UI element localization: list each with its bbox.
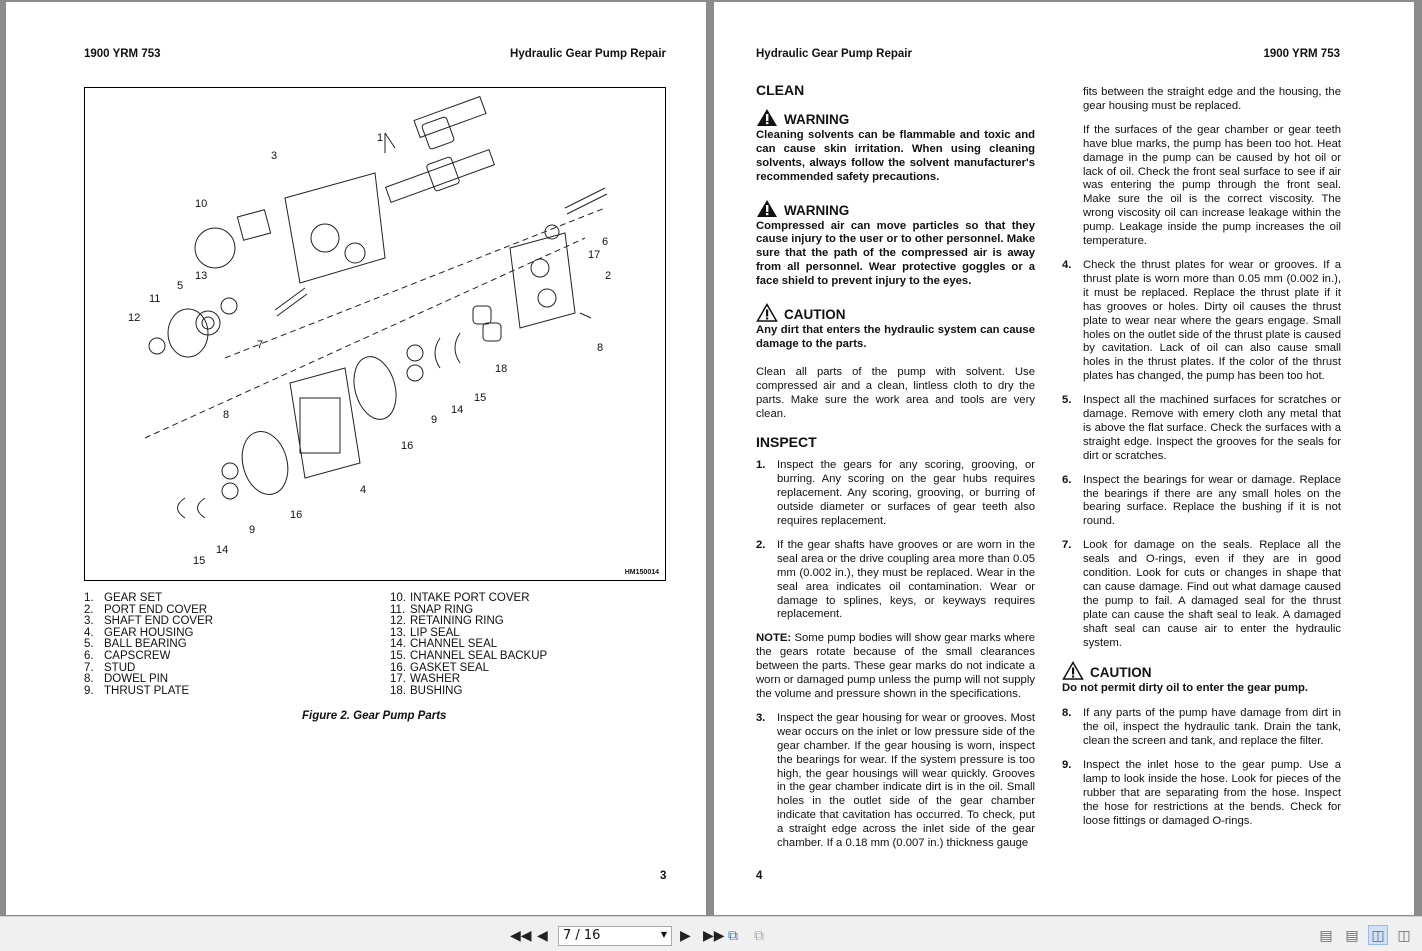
- callout-11: 11: [149, 293, 161, 305]
- callout-13: 13: [195, 270, 208, 282]
- gear-set-drawing: [386, 97, 495, 203]
- part-item: 17. WASHER: [390, 673, 461, 686]
- part-item: 3. SHAFT END COVER: [84, 615, 214, 628]
- chevron-down-icon[interactable]: ▼: [660, 930, 667, 939]
- section-title: Hydraulic Gear Pump Repair: [510, 48, 666, 60]
- figure-caption: Figure 2. Gear Pump Parts: [302, 710, 447, 722]
- part-item: 12. RETAINING RING: [390, 615, 504, 628]
- callout-3: 3: [271, 150, 278, 162]
- callout-4: 4: [360, 484, 367, 496]
- caution-heading: CAUTION: [756, 303, 1035, 322]
- caution-heading: CAUTION: [1062, 661, 1341, 680]
- callout-12: 12: [128, 312, 141, 324]
- page-number: 3: [660, 870, 667, 882]
- part-item: 18. BUSHING: [390, 684, 463, 697]
- warning-heading: WARNING: [756, 199, 1035, 218]
- callout-5: 5: [177, 280, 184, 292]
- clean-heading: CLEAN: [756, 82, 805, 98]
- right-column: [1062, 86, 1341, 839]
- inspect-step-9: 9. Inspect the inlet hose to the gear pump. Use a lamp to look inside the hose. Look for pieces of the rubber that are separating from the hose. Inspect the hose for restrictions at the bends. Check for loose fittings or damaged O-rings.: [1062, 759, 1341, 827]
- page-number-field[interactable]: 7 / 16 ▼: [558, 926, 672, 946]
- next-page-icon[interactable]: ▶: [680, 927, 691, 943]
- next-view-icon[interactable]: ⧉: [754, 927, 764, 943]
- inspect-step-8: 8. If any parts of the pump have damage from dirt in the oil, inspect the hydraulic tank. Drain the tank, clean the screen and tank, and replace the filter.: [1062, 707, 1341, 748]
- facing-icon[interactable]: ◫: [1368, 925, 1388, 945]
- inspect-step-4: 4. Check the thrust plates for wear or grooves. If a thrust plate is worn more than 0.05 mm (0.002 in.), it must be replaced. Replace the thrust plate if it has grooves or holes. Dirty oil causes the thrust plate to wear near where the gears engage. Small holes on the outlet side of the thrust plate is caused by cavitation. Lack of oil can also cause small holes in the thrust plates. If the color of the thrust plates has changed, the pump has been too hot.: [1062, 258, 1341, 383]
- note: NOTE: Some pump bodies will show gear marks where the gears rotate because of the small clearances between the parts. These gear marks do not indicate a worn or damaged pump unless the pump will not supply the volume and pressure shown in the specifications.: [756, 632, 1035, 700]
- part-item: 9. THRUST PLATE: [84, 684, 190, 697]
- part-item: 13. LIP SEAL: [390, 626, 460, 639]
- warning-triangle-icon: [756, 199, 778, 218]
- section-title: Hydraulic Gear Pump Repair: [756, 48, 912, 60]
- callout-16: 16: [401, 440, 414, 452]
- part-item: 10. INTAKE PORT COVER: [390, 592, 530, 604]
- part-item: 7. STUD: [84, 661, 136, 674]
- callout-8: 8: [597, 342, 604, 354]
- inspect-heading: INSPECT: [756, 433, 817, 450]
- inspect-step-6: 6. Inspect the bearings for wear or damage. Replace the bearings if there are any small holes on the bearing surface. Replace the bushing if it is not round.: [1062, 473, 1341, 528]
- part-item: 11. SNAP RING: [390, 603, 474, 616]
- callout-14: 14: [451, 404, 464, 416]
- caution-text: Any dirt that enters the hydraulic system can cause damage to the parts.: [756, 324, 1035, 350]
- parts-list-right: [390, 593, 547, 697]
- warning-triangle-icon: [756, 108, 778, 127]
- warning-text: Compressed air can move particles so that they cause injury to the user or to other personnel. Make sure that the path of the compressed air is away from all personnel. Wear protective goggles or a face shield to prevent injury to the eyes.: [756, 219, 1035, 288]
- page-4: [714, 2, 1414, 915]
- inspect-step-1: 1. Inspect the gears for any scoring, grooving, or burring. Any scoring on the gear hubs requires replacement. Any scoring, grooving, or burring of outside diameter or surfaces of gear teeth also requires replacement.: [756, 459, 1035, 528]
- part-item: 8. DOWEL PIN: [84, 673, 169, 686]
- caution-triangle-icon: [1062, 661, 1084, 680]
- callout-17: 17: [588, 249, 601, 261]
- inspect-step-2: 2. If the gear shafts have grooves or are worn in the seal area or the drive coupling area more than 0.05 mm (0.002 in.), they must be replaced. Wear in the seal area indicates oil contamination. Wear or damage to splines, keys, or keyways requires replacement.: [756, 538, 1035, 621]
- figure-id: HM150014: [624, 569, 659, 576]
- pdf-toolbar: [0, 916, 1422, 951]
- inspect-step-3-paragraph: If the surfaces of the gear chamber or gear teeth have blue marks, the pump has been too hot. Heat damage in the pump can be caused by hot oil or lack of oil. Check the front seal surface to see if air was entering the pump through the front seal. Make sure the oil is the correct viscosity. The wrong viscosity oil can increase leakage within the pump. Leakage inside the pump increases the oil temperature.: [1083, 123, 1341, 248]
- doc-number: 1900 YRM 753: [84, 48, 161, 60]
- callout-15: 15: [474, 392, 487, 404]
- part-item: 16. GASKET SEAL: [390, 661, 490, 674]
- previous-view-icon[interactable]: ⧉: [728, 927, 738, 943]
- clean-paragraph: Clean all parts of the pump with solvent. Use compressed air and a clean, lintless cloth to dry the parts. Make sure the work area and tools are very clean.: [756, 365, 1035, 420]
- callout-8b: 8: [223, 409, 230, 421]
- inspect-step-3: 3. Inspect the gear housing for wear or grooves. Most wear occurs on the inlet or low pressure side of the gear chamber. If the gear housing is worn, inspect the bearings for wear. If the system pressure is too high, the gear housings will wear quickly. Grooves in the gear chamber indicate dirt is in the oil. Small holes in the outlet side of the gear chamber indicate that cavitation has occurred. To check, put a straight edge across the inlet side of the gear chamber. If a 0.18 mm (0.007 in.) thickness gauge: [756, 711, 1035, 850]
- part-item: 5. BALL BEARING: [84, 638, 187, 651]
- caution-text: Do not permit dirty oil to enter the gear pump.: [1062, 681, 1309, 694]
- part-item: 4. GEAR HOUSING: [84, 626, 194, 639]
- part-item: 1. GEAR SET: [84, 592, 163, 604]
- page-number: 4: [756, 870, 763, 882]
- last-page-icon[interactable]: ▶▶: [703, 927, 725, 943]
- continuous-facing-icon[interactable]: ◫: [1397, 927, 1411, 943]
- callout-9b: 9: [249, 524, 256, 536]
- callout-2: 2: [605, 270, 612, 282]
- exploded-view-drawing: [85, 88, 665, 580]
- gear-pump-exploded-figure: [84, 87, 666, 581]
- single-page-icon[interactable]: ▤: [1319, 927, 1333, 943]
- callout-9: 9: [431, 414, 438, 426]
- doc-number: 1900 YRM 753: [1263, 48, 1340, 60]
- callout-14b: 14: [216, 544, 229, 556]
- callout-18: 18: [495, 363, 508, 375]
- left-column: [756, 84, 1035, 861]
- caution-triangle-icon: [756, 303, 778, 322]
- part-item: 6. CAPSCREW: [84, 649, 171, 662]
- continuous-icon[interactable]: ▤: [1345, 927, 1359, 943]
- callout-10: 10: [195, 198, 208, 210]
- callout-7: 7: [257, 339, 264, 351]
- first-page-icon[interactable]: ◀◀: [510, 927, 532, 943]
- callout-6: 6: [602, 236, 609, 248]
- inspect-step-7: 7. Look for damage on the seals. Replace all the seals and O-rings, even if they are in good condition. Look for cuts or changes in shape that can cause damage. Find out what damage caused the pump to fail. A damaged seal for the thrust plate can cause the shaft seal to leak. A damaged shaft seal can cause air to enter the hydraulic system.: [1062, 539, 1341, 649]
- page-3: [6, 2, 706, 915]
- warning-text: Cleaning solvents can be flammable and toxic and can cause skin irritation. When using cleaning solvents, always follow the solvent manufacturer's recommended safety precautions.: [756, 128, 1035, 183]
- warning-heading: WARNING: [756, 108, 1035, 127]
- inspect-step-5: 5. Inspect all the machined surfaces for scratches or damage. Remove with emery cloth any metal that is above the flat surface. Check the surfaces with a straight edge. Inspect the grooves for the seals for dirt or scratches.: [1062, 394, 1341, 462]
- part-item: 2. PORT END COVER: [84, 603, 208, 616]
- part-item: 14. CHANNEL SEAL: [390, 638, 498, 651]
- callout-1: 1: [377, 132, 384, 144]
- callout-15b: 15: [193, 555, 206, 567]
- inspect-step-3-continued: fits between the straight edge and the housing, the gear housing must be replaced.: [1083, 86, 1341, 112]
- previous-page-icon[interactable]: ◀: [537, 927, 548, 943]
- callout-16b: 16: [290, 509, 303, 521]
- part-item: 15. CHANNEL SEAL BACKUP: [390, 649, 548, 662]
- parts-list-left: [84, 593, 213, 697]
